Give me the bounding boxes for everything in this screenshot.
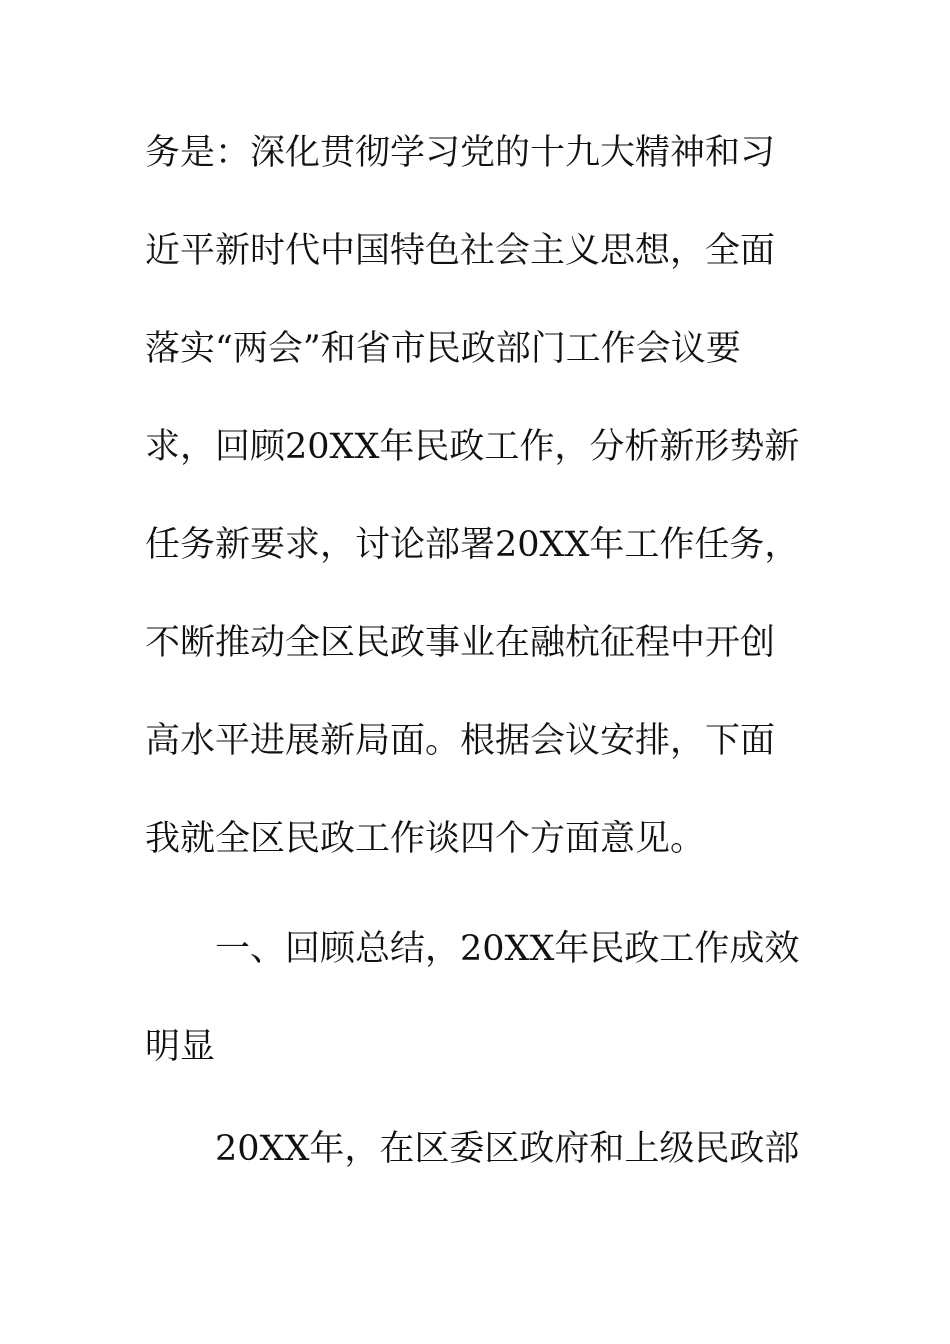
body-text-line: 求，回顾20XX年民政工作，分析新形势新 — [145, 427, 800, 467]
body-text-line: 务是：深化贯彻学习党的十九大精神和习 — [145, 133, 776, 173]
body-text-line: 落实“两会”和省市民政部门工作会议要 — [145, 329, 741, 369]
body-text-line: 高水平进展新局面。根据会议安排，下面 — [145, 721, 776, 761]
paragraph-start: 20XX年，在区委区政府和上级民政部 — [215, 1129, 800, 1169]
body-text-line: 我就全区民政工作谈四个方面意见。 — [145, 819, 706, 859]
body-text-line: 任务新要求，讨论部署20XX年工作任务， — [145, 525, 800, 565]
body-text-line: 不断推动全区民政事业在融杭征程中开创 — [145, 623, 776, 663]
section-heading-continuation: 明显 — [145, 1027, 216, 1067]
body-text-line: 近平新时代中国特色社会主义思想，全面 — [145, 231, 776, 271]
section-heading: 一、回顾总结，20XX年民政工作成效 — [215, 929, 800, 969]
